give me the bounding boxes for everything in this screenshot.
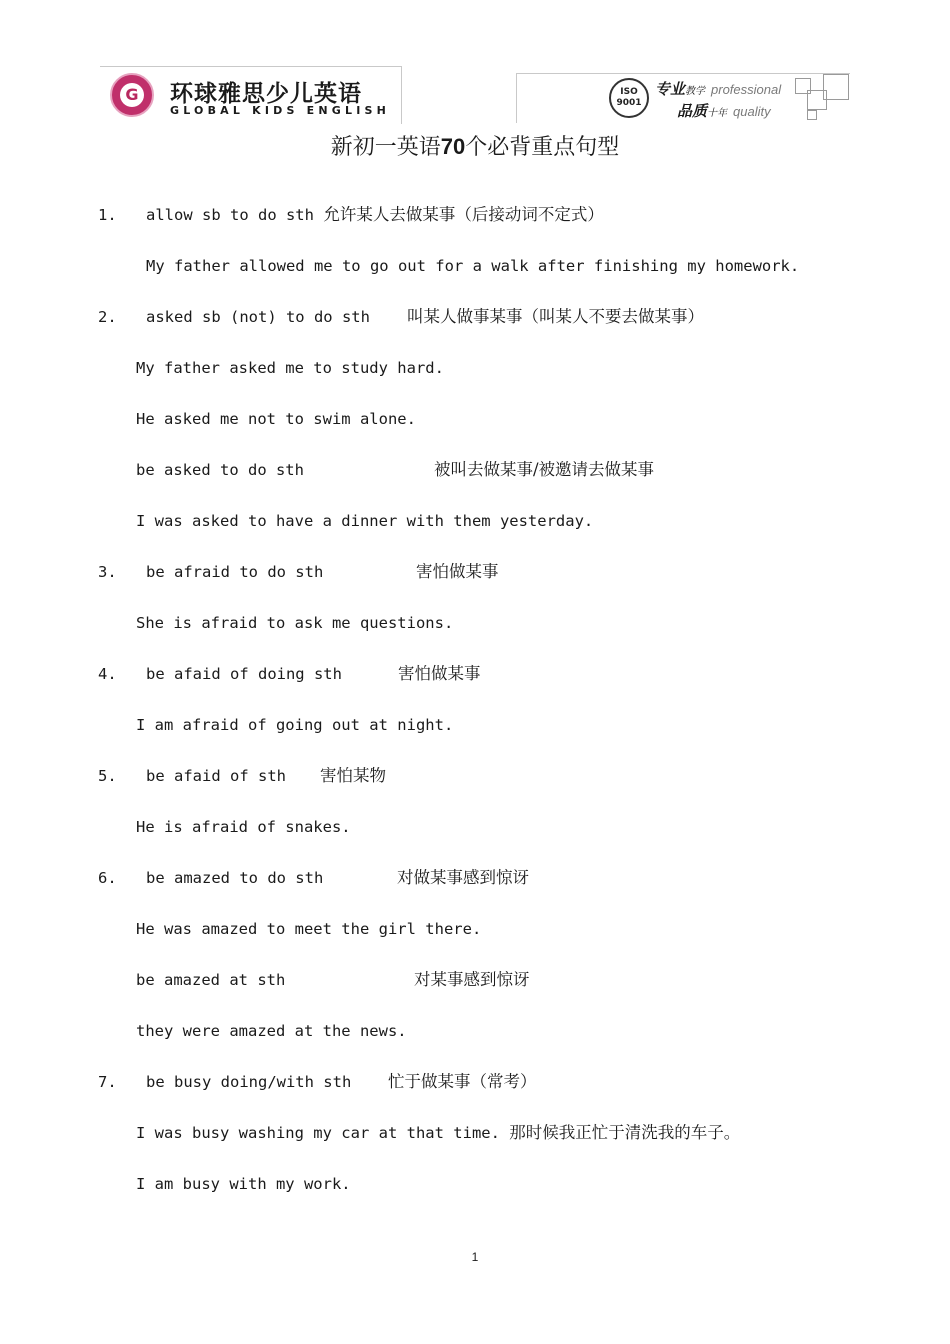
- title-pre: 新初一英语: [330, 135, 441, 160]
- item-phrase-cn: 叫某人做事某事（叫某人不要去做某事）: [407, 307, 704, 326]
- logo-letter: G: [120, 83, 144, 107]
- slogan-en-1: professional: [711, 82, 782, 97]
- example-text: My father asked me to study hard.: [136, 359, 444, 377]
- item-phrase-en: be afaid of doing sth: [146, 665, 342, 683]
- example-text: She is afraid to ask me questions.: [136, 614, 454, 632]
- sub-phrase-en: be asked to do sth: [136, 461, 304, 479]
- sub-phrase-cn: 被叫去做某事/被邀请去做某事: [434, 460, 655, 479]
- sub-phrase-cn: 对某事感到惊讶: [414, 970, 530, 989]
- example-text: [136, 1122, 740, 1144]
- iso-number: 9001: [616, 98, 642, 108]
- example-text: I was asked to have a dinner with them yesterday.: [136, 512, 594, 530]
- item-number: 4.: [98, 665, 117, 683]
- item-phrase-cn: 对做某事感到惊讶: [397, 868, 529, 887]
- item-phrase-en: be afraid to do sth: [146, 563, 324, 581]
- title-number: 70: [440, 134, 466, 159]
- slogan-line-1: [655, 78, 781, 99]
- example-text: He asked me not to swim alone.: [136, 410, 416, 428]
- brand-name-cn: 环球雅思少儿英语: [170, 81, 362, 107]
- slogan-cn-2-small: 十年: [707, 108, 728, 119]
- item-phrase: [146, 204, 604, 226]
- item-phrase-en: be amazed to do sth: [146, 869, 324, 887]
- example-text-cn: 那时候我正忙于清洗我的车子。: [509, 1123, 741, 1142]
- decor-square-icon: [807, 110, 817, 120]
- document-title: [0, 130, 950, 161]
- item-phrase-cn: 害怕某物: [320, 766, 386, 785]
- item-number: 3.: [98, 563, 117, 581]
- item-number: 6.: [98, 869, 117, 887]
- example-text: I am afraid of going out at night.: [136, 716, 454, 734]
- item-number: 7.: [98, 1073, 117, 1091]
- iso-label: ISO: [620, 87, 638, 97]
- item-number: 1.: [98, 206, 117, 224]
- slogan-cn-1-small: 教学: [685, 86, 706, 97]
- brand-name-en: GLOBAL KIDS ENGLISH: [170, 104, 391, 117]
- item-phrase-cn: 允许某人去做某事（后接动词不定式）: [323, 205, 604, 224]
- item-number: 5.: [98, 767, 117, 785]
- slogan-cn-1: 专业: [655, 80, 686, 98]
- slogan-cn-2: 品质: [677, 102, 708, 120]
- header-slogan-block: [516, 73, 850, 123]
- header-logo-block: [100, 66, 402, 124]
- item-number: 2.: [98, 308, 117, 326]
- decor-square-icon: [823, 74, 849, 100]
- item-phrase-en: be afaid of sth: [146, 767, 286, 785]
- example-text: I am busy with my work.: [136, 1175, 351, 1193]
- slogan-line-2: [677, 100, 771, 121]
- brand-logo-icon: [110, 73, 154, 117]
- item-phrase-en: allow sb to do sth: [146, 206, 314, 224]
- item-phrase-cn: 害怕做某事: [398, 664, 481, 683]
- example-text: My father allowed me to go out for a walk after finishing my homework.: [146, 257, 800, 275]
- item-phrase-cn: 忙于做某事（常考）: [388, 1072, 537, 1091]
- example-text: He is afraid of snakes.: [136, 818, 351, 836]
- iso-seal-icon: [609, 78, 649, 118]
- item-phrase-en: be busy doing/with sth: [146, 1073, 352, 1091]
- title-post: 个必背重点句型: [465, 135, 620, 160]
- sub-phrase-en: be amazed at sth: [136, 971, 286, 989]
- item-phrase-cn: 害怕做某事: [416, 562, 499, 581]
- slogan-en-2: quality: [733, 104, 771, 119]
- page-number: 1: [471, 1250, 479, 1264]
- item-phrase-en: asked sb (not) to do sth: [146, 308, 370, 326]
- example-text: He was amazed to meet the girl there.: [136, 920, 482, 938]
- example-text: they were amazed at the news.: [136, 1022, 407, 1040]
- example-text-en: I was busy washing my car at that time.: [136, 1124, 500, 1142]
